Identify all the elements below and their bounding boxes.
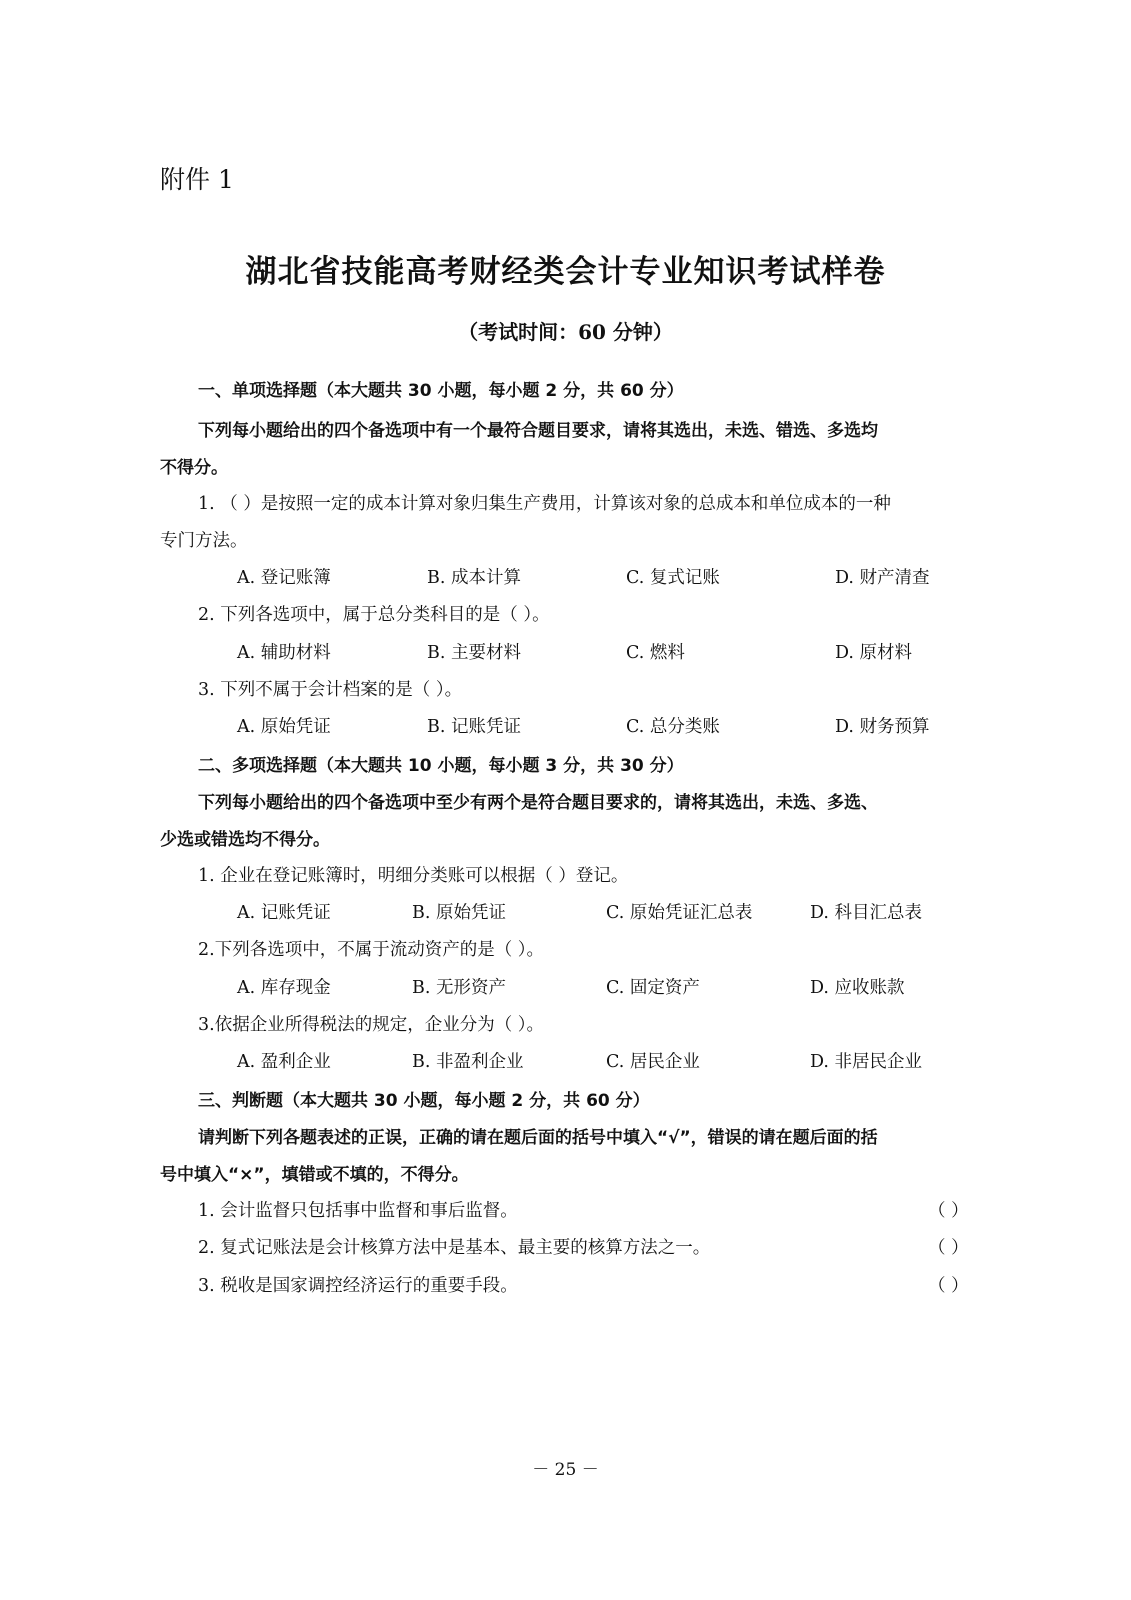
option-d: D. 原材料 bbox=[835, 643, 913, 663]
section-instruction: 下列每小题给出的四个备选项中至少有两个是符合题目要求的，请将其选出，未选、多选、 bbox=[198, 793, 878, 813]
option-c: C. 总分类账 bbox=[626, 717, 720, 737]
answer-bracket: （ ） bbox=[928, 1201, 969, 1221]
page-number: － 25 － bbox=[532, 1460, 599, 1480]
question-stem: 2. 下列各选项中，属于总分类科目的是（ ）。 bbox=[198, 605, 550, 625]
attachment-label: 附件 1 bbox=[160, 165, 234, 194]
section-heading-multiple-choice: 二、多项选择题（本大题共 10 小题，每小题 3 分，共 30 分） bbox=[198, 756, 684, 776]
option-b: B. 主要材料 bbox=[427, 643, 521, 663]
option-b: B. 记账凭证 bbox=[427, 717, 521, 737]
option-c: C. 固定资产 bbox=[606, 978, 700, 998]
option-d: D. 非居民企业 bbox=[810, 1052, 923, 1072]
question-stem: 3. 下列不属于会计档案的是（ ）。 bbox=[198, 680, 463, 700]
option-c: C. 燃料 bbox=[626, 643, 685, 663]
option-d: D. 科目汇总表 bbox=[810, 903, 923, 923]
option-d: D. 财务预算 bbox=[835, 717, 930, 737]
option-b: B. 成本计算 bbox=[427, 568, 521, 588]
section-heading-true-false: 三、判断题（本大题共 30 小题，每小题 2 分，共 60 分） bbox=[198, 1091, 650, 1111]
section-instruction: 下列每小题给出的四个备选项中有一个最符合题目要求，请将其选出，未选、错选、多选均 bbox=[198, 421, 878, 441]
section-heading-single-choice: 一、单项选择题（本大题共 30 小题，每小题 2 分，共 60 分） bbox=[198, 381, 684, 401]
statement-text: 1. 会计监督只包括事中监督和事后监督。 bbox=[198, 1201, 518, 1221]
question-stem: 专门方法。 bbox=[160, 531, 248, 551]
question-stem: 3.依据企业所得税法的规定，企业分为（ ）。 bbox=[198, 1015, 545, 1035]
option-c: C. 原始凭证汇总表 bbox=[606, 903, 753, 923]
question-stem: 2.下列各选项中，不属于流动资产的是（ ）。 bbox=[198, 940, 545, 960]
option-b: B. 非盈利企业 bbox=[412, 1052, 524, 1072]
section-instruction: 少选或错选均不得分。 bbox=[160, 830, 330, 850]
statement-text: 3. 税收是国家调控经济运行的重要手段。 bbox=[198, 1276, 518, 1296]
section-instruction: 号中填入“×”，填错或不填的，不得分。 bbox=[160, 1165, 469, 1185]
option-c: C. 复式记账 bbox=[626, 568, 720, 588]
option-a: A. 库存现金 bbox=[237, 978, 331, 998]
option-b: B. 无形资产 bbox=[412, 978, 506, 998]
option-d: D. 应收账款 bbox=[810, 978, 905, 998]
option-c: C. 居民企业 bbox=[606, 1052, 700, 1072]
page-title: 湖北省技能高考财经类会计专业知识考试样卷 bbox=[245, 254, 886, 290]
option-b: B. 原始凭证 bbox=[412, 903, 506, 923]
option-a: A. 辅助材料 bbox=[237, 643, 331, 663]
section-instruction: 不得分。 bbox=[160, 458, 228, 478]
option-a: A. 盈利企业 bbox=[237, 1052, 331, 1072]
option-a: A. 记账凭证 bbox=[237, 903, 331, 923]
exam-duration: （考试时间：60 分钟） bbox=[458, 320, 673, 344]
answer-bracket: （ ） bbox=[928, 1276, 969, 1296]
statement-text: 2. 复式记账法是会计核算方法中是基本、最主要的核算方法之一。 bbox=[198, 1238, 711, 1258]
answer-bracket: （ ） bbox=[928, 1238, 969, 1258]
section-instruction: 请判断下列各题表述的正误，正确的请在题后面的括号中填入“√”，错误的请在题后面的括 bbox=[198, 1128, 878, 1148]
option-d: D. 财产清查 bbox=[835, 568, 930, 588]
option-a: A. 原始凭证 bbox=[237, 717, 331, 737]
option-a: A. 登记账簿 bbox=[237, 568, 331, 588]
question-stem: 1. 企业在登记账簿时，明细分类账可以根据（ ）登记。 bbox=[198, 866, 629, 886]
question-stem: 1. （ ）是按照一定的成本计算对象归集生产费用，计算该对象的总成本和单位成本的一种 bbox=[198, 494, 891, 514]
